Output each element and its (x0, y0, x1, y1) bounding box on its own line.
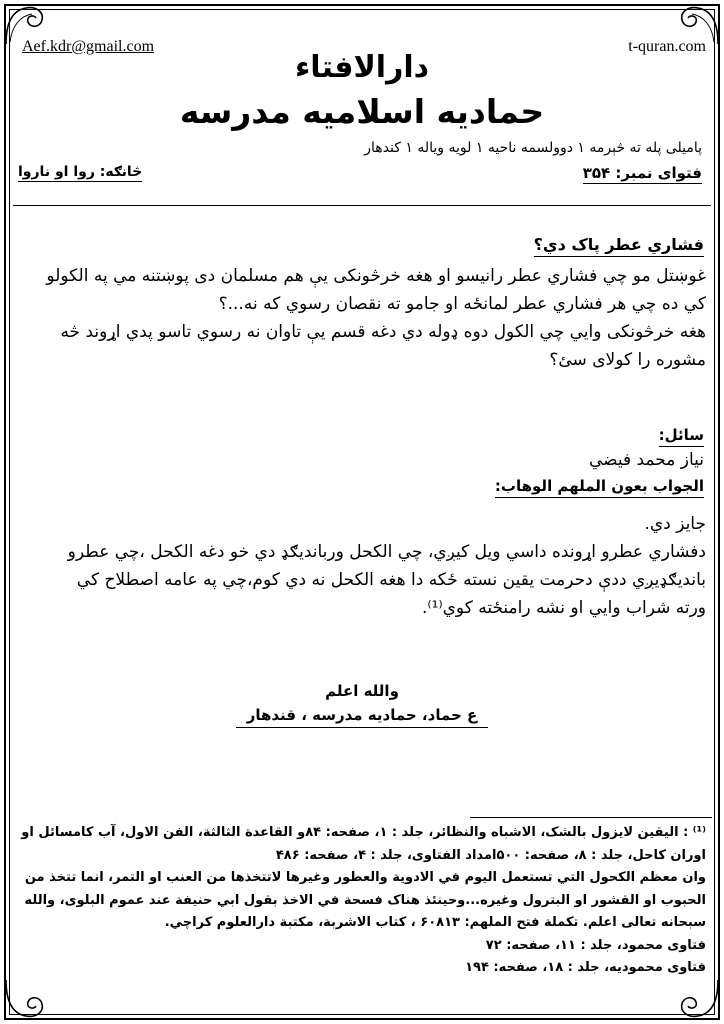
institution-title: دارالافتاء (294, 50, 430, 85)
footnote-divider (470, 817, 712, 818)
answer-line: جایز دي. (644, 514, 706, 534)
question-line: هغه خرڅونکی وایي چي الکول دوه ډوله دي دغه قسم یې تاوان نه رسوي تاسو پدي اړوند څه (60, 322, 706, 342)
signature: ع حماد، حمادیه مدرسه ، قندهار (236, 706, 488, 728)
footnote-line: اوران کاحل، جلد : ۸، صفحه: ۵۰۰امداد الفتاوی، جلد : ۴، صفحه: ۴۸۶ (275, 847, 706, 863)
asker-label: سائل: (659, 426, 704, 447)
ornament-bottom-right-icon (676, 976, 722, 1022)
footnote-line: الحبوب او القشور او البترول وغیره...وحینئذ هناک فسحة في الاخذ بقول ابي حنیفة عند عموم البلوی، والله (24, 892, 706, 908)
question-title: فشاري عطر پاک دي؟ (534, 235, 704, 257)
question-line: غوښتل مو چي فشاري عطر رانیسو او هغه خرڅونکی یې هم مسلمان دی پوښتنه مي په الکولو (46, 266, 706, 286)
header-divider (13, 205, 711, 206)
ornament-bottom-left-icon (2, 976, 48, 1022)
asker-section (659, 425, 704, 444)
madrasa-title: حمادیه اسلامیه مدرسه (179, 92, 545, 131)
email-link[interactable]: Aef.kdr@gmail.com (22, 38, 155, 55)
asker-name: نیاز محمد فیضي (588, 450, 704, 470)
footnote-line: ⁽¹⁾ : الیقین لایزول بالشک، الاشباه والنظائر، جلد : ۱، صفحه: ۸۴و القاعدة الثالثة، الفن الاول، آب کامسائل او (21, 825, 706, 840)
category-label: څانګه: روا او ناروا (18, 164, 143, 180)
website-link[interactable]: t-quran.com (628, 38, 706, 55)
answer-line: ورته شراب وایي او نشه رامنځته کوي⁽¹⁾. (422, 598, 706, 618)
wallahu-alam: والله اعلم (325, 682, 399, 700)
fatwa-number: فتوای نمبر: ۳۵۴ (582, 164, 702, 182)
answer-line: بانديګډیږي ددې دحرمت یقین نسته ځکه دا هغه الکحل نه دي کوم،چي په عامه اصطلاح کي (76, 570, 706, 590)
question-body (16, 262, 706, 374)
address-line: پامیلی پله ته څېرمه ۱ دوولسمه ناحیه ۱ لویه ویاله ۱ کندهار (364, 140, 702, 156)
answer-heading-wrap (495, 476, 704, 495)
footnote-line: فتاوی محمود، جلد : ۱۱، صفحه: ۷۲ (485, 937, 706, 953)
answer-line: دفشاري عطرو اړونده داسي ویل کیږي، چي الکحل وربانديګډ دي خو دغه الکحل ،چي عطرو (67, 542, 706, 562)
footnote-line: وان معظم الکحول التي تستعمل الیوم في الادویة والعطور وغیرها لاتتخذها من العنب او التمر، انما تتخذ من (24, 870, 706, 885)
question-line: مشوره را کولای سئ؟ (549, 350, 706, 370)
footnote-line: سبحانه تعالی اعلم. تکملة فتح الملهم: ۶۰۸۱۳ ، کتاب الاشربة، مکتبة دارالعلوم کراچي. (164, 915, 706, 930)
question-line: کي ده چي هر فشاري عطر لمانځه او جامو ته نقصان رسوي که نه...؟ (218, 294, 706, 314)
answer-body (16, 510, 706, 622)
footnote-line: فتاوی محمودیه، جلد : ۱۸، صفحه: ۱۹۴ (465, 960, 706, 975)
footnotes (10, 822, 706, 980)
answer-heading: الجواب بعون الملهم الوهاب: (495, 477, 704, 498)
